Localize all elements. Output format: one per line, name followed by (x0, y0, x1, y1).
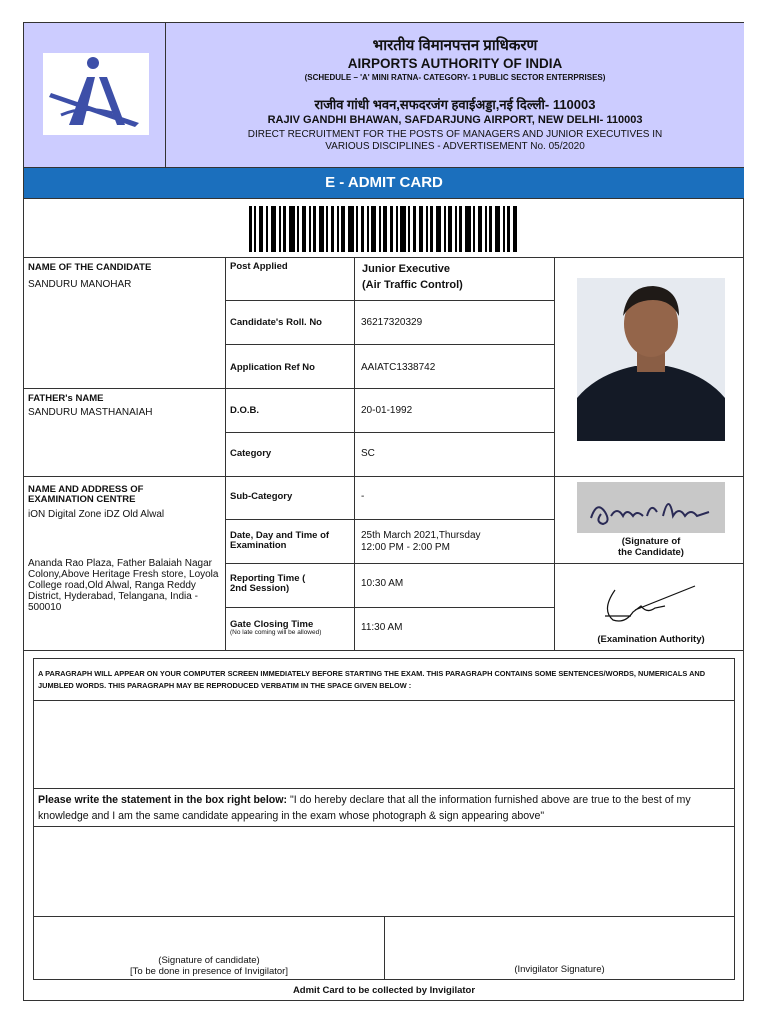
candidate-signature-image (577, 482, 725, 533)
candidate-name-label: NAME OF THE CANDIDATE (28, 262, 152, 273)
statement-write-area[interactable] (33, 826, 735, 917)
roll-no: 36217320329 (361, 317, 423, 328)
paragraph-write-area[interactable] (33, 700, 735, 789)
gate-closing-note: (No late coming will be allowed) (230, 629, 322, 636)
sub-category: - (361, 491, 365, 502)
category-label: Category (230, 448, 272, 459)
candidate-sign-caption-line-1: (Signature of candidate) (158, 955, 260, 966)
barcode (249, 206, 517, 252)
father-name-label: FATHER's NAME (28, 393, 104, 404)
candidate-signature-caption-line-2: the Candidate) (618, 547, 684, 558)
candidate-signature-caption (577, 536, 725, 558)
aai-logo (43, 53, 149, 135)
schedule-line: (SCHEDULE – 'A' MINI RATNA- CATEGORY- 1 PUBLIC SECTOR ENTERPRISES) (304, 73, 606, 82)
authority-signature-image (595, 580, 705, 626)
candidate-signature-caption-line-1: (Signature of (621, 536, 681, 547)
exam-centre-address: Ananda Rao Plaza, Father Balaiah Nagar Colony,Above Heritage Fresh store, Loyola College road,Old Alwal, Ranga Reddy District, Hyderabad, Telangana, India - 500010 (28, 558, 219, 613)
org-title: AIRPORTS AUTHORITY OF INDIA (347, 56, 563, 71)
exam-date: 25th March 2021,Thursday (361, 530, 481, 541)
exam-centre-name: iON Digital Zone iDZ Old Alwal (28, 509, 165, 520)
sub-category-label: Sub-Category (230, 491, 293, 502)
candidate-sign-caption-line-2: [To be done in presence of Invigilator] (130, 966, 288, 977)
hindi-address: राजीव गांधी भवन,सफदरजंग हवाईअड्डा,नई दिल्ली- 110003 (314, 97, 596, 112)
father-name: SANDURU MASTHANAIAH (28, 407, 153, 418)
exam-centre-label: NAME AND ADDRESS OF EXAMINATION CENTRE (28, 484, 144, 505)
exam-time: 12:00 PM - 2:00 PM (361, 542, 450, 553)
roll-no-label: Candidate's Roll. No (230, 317, 322, 328)
gate-closing-label: Gate Closing Time (230, 619, 314, 630)
statement-instruction (38, 792, 730, 824)
gate-closing-time: 11:30 AM (361, 622, 403, 633)
statement-instruction-text: "I do hereby declare that all the information furnished above are true to the best of my knowledge and I am the same candidate appearing in the exam whose photograph & sign appearing above" (38, 794, 691, 822)
invigilator-sign-caption: (Invigilator Signature) (514, 964, 605, 975)
candidate-photo (577, 278, 725, 441)
statement-instruction-bold: Please write the statement in the box right below: (38, 794, 287, 806)
exam-date-label: Date, Day and Time of Examination (230, 530, 330, 551)
recruitment-line-2: VARIOUS DISCIPLINES - ADVERTISEMENT No. 05/2020 (325, 141, 585, 152)
recruitment-line-1: DIRECT RECRUITMENT FOR THE POSTS OF MANAGERS AND JUNIOR EXECUTIVES IN (247, 129, 663, 140)
candidate-name: SANDURU MANOHAR (28, 279, 132, 290)
hindi-title: भारतीय विमानपत्तन प्राधिकरण (372, 37, 538, 54)
post-applied-label: Post Applied (230, 261, 288, 272)
org-address: RAJIV GANDHI BHAWAN, SAFDARJUNG AIRPORT, NEW DELHI- 110003 (267, 114, 643, 126)
application-ref: AAIATC1338742 (361, 362, 436, 373)
admit-card-banner: E - ADMIT CARD (24, 168, 744, 198)
category: SC (361, 448, 375, 459)
post-applied-line-1: Junior Executive (362, 263, 451, 275)
post-applied-line-2: (Air Traffic Control) (362, 279, 463, 291)
paragraph-note: A PARAGRAPH WILL APPEAR ON YOUR COMPUTER SCREEN IMMEDIATELY BEFORE STARTING THE EXAM. THIS PARAGRAPH CONTAINS SOME SENTENCES/WORDS, NUMERICALS AND JUMBLED WORDS. THIS PARAGRAPH MAY BE REPRODUCED VERBATIM IN THE SPACE GIVEN BELOW : (38, 669, 706, 690)
footer-note: Admit Card to be collected by Invigilator (292, 985, 476, 996)
reporting-time: 10:30 AM (361, 578, 404, 589)
dob: 20-01-1992 (361, 405, 413, 416)
candidate-sign-caption (33, 955, 385, 977)
reporting-time-label: Reporting Time ( 2nd Session) (230, 573, 306, 594)
authority-caption: (Examination Authority) (597, 634, 705, 645)
application-ref-label: Application Ref No (230, 362, 315, 373)
dob-label: D.O.B. (230, 405, 260, 416)
